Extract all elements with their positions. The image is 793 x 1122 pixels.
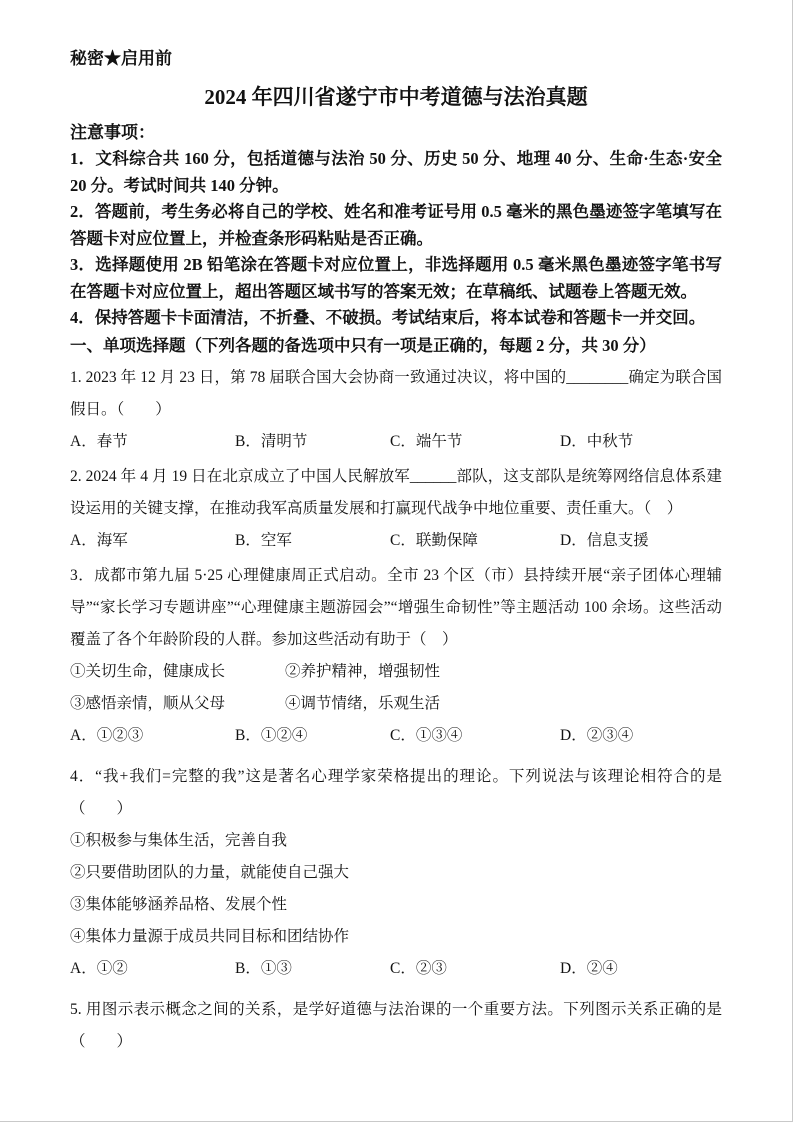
question-3-statement-3: ③感悟亲情，顺从父母: [70, 694, 226, 712]
notice-item-4: 4．保持答题卡卡面清洁，不折叠、不破损。考试结束后，将本试卷和答题卡一并交回。: [70, 308, 706, 327]
question-3-statement-2: ②养护精神，增强韧性: [285, 662, 441, 680]
question-2-option-c: C．联勤保障: [390, 531, 478, 549]
question-4-statement-4: ④集体力量源于成员共同目标和团结协作: [70, 927, 350, 945]
section-heading: 一、单项选择题（下列各题的备选项中只有一项是正确的，每题 2 分，共 30 分）: [70, 335, 656, 355]
question-4-statement-2: ②只要借助团队的力量，就能使自己强大: [70, 863, 350, 881]
notice-item-3: 3．选择题使用 2B 铅笔涂在答题卡对应位置上，非选择题用 0.5 毫米黑色墨迹签字笔书写在答题卡对应位置上，超出答题区域书写的答案无效；在草稿纸、试题卷上答题无效。: [70, 255, 722, 301]
question-4: [70, 761, 722, 985]
question-3-option-c: C．①③④: [390, 726, 463, 744]
question-1-option-c: C．端午节: [390, 432, 463, 450]
question-3: [70, 560, 722, 752]
question-4-statement-3: ③集体能够涵养品格、发展个性: [70, 895, 288, 913]
question-4-option-b: B．①③: [235, 959, 292, 977]
question-3-statements-row-1: [70, 656, 722, 688]
question-1-option-a: A．春节: [70, 432, 128, 450]
question-4-option-c: C．②③: [390, 959, 447, 977]
question-2-stem: 2. 2024 年 4 月 19 日在北京成立了中国人民解放军______部队，这支部队是统筹网络信息体系建设运用的关键支撑，在推动我军高质量发展和打赢现代战争中地位重要、责任重大。（ ）: [70, 467, 722, 517]
question-2-options: [70, 525, 722, 557]
question-1: [70, 362, 722, 458]
question-4-options: [70, 953, 722, 985]
notice-heading: 注意事项：: [70, 123, 155, 142]
question-2-option-a: A．海军: [70, 531, 128, 549]
question-2: [70, 461, 722, 557]
question-4-stem: 4．“我+我们=完整的我”这是著名心理学家荣格提出的理论。下列说法与该理论相符合的是（ ）: [70, 767, 722, 817]
question-3-stem: 3．成都市第九届 5·25 心理健康周正式启动。全市 23 个区（市）县持续开展“亲子团体心理辅导”“家长学习专题讲座”“心理健康主题游园会”“增强生命韧性”等主题活动 100 余场。这些活动覆盖了各个年龄阶段的人群。参加这些活动有助于（ ）: [70, 566, 722, 648]
question-3-statement-1: ①关切生命，健康成长: [70, 662, 226, 680]
question-4-option-a: A．①②: [70, 959, 128, 977]
page-title: 2024 年四川省遂宁市中考道德与法治真题: [204, 85, 588, 109]
question-2-option-d: D．信息支援: [560, 531, 649, 549]
question-3-option-b: B．①②④: [235, 726, 308, 744]
question-1-option-d: D．中秋节: [560, 432, 634, 450]
question-3-statements-row-2: [70, 688, 722, 720]
question-4-statements: [70, 825, 722, 953]
question-5-stem: 5. 用图示表示概念之间的关系，是学好道德与法治课的一个重要方法。下列图示关系正确的是（ ）: [70, 1000, 722, 1050]
question-2-option-b: B．空军: [235, 531, 292, 549]
question-4-statement-1: ①积极参与集体生活，完善自我: [70, 831, 288, 849]
question-4-option-d: D．②④: [560, 959, 618, 977]
question-3-options: [70, 720, 722, 752]
security-label: 秘密★启用前: [70, 49, 172, 68]
question-3-statement-4: ④调节情绪，乐观生活: [285, 694, 441, 712]
question-1-stem: 1. 2023 年 12 月 23 日，第 78 届联合国大会协商一致通过决议，将中国的________确定为联合国假日。（ ）: [70, 368, 722, 418]
question-3-option-d: D．②③④: [560, 726, 634, 744]
question-1-options: [70, 426, 722, 458]
question-5: [70, 994, 722, 1058]
notice-item-2: 2．答题前，考生务必将自己的学校、姓名和准考证号用 0.5 毫米的黑色墨迹签字笔填写在答题卡对应位置上，并检查条形码粘贴是否正确。: [70, 202, 722, 248]
notice-item-1: 1．文科综合共 160 分，包括道德与法治 50 分、历史 50 分、地理 40 分、生命·生态·安全 20 分。考试时间共 140 分钟。: [70, 149, 722, 195]
question-3-option-a: A．①②③: [70, 726, 144, 744]
question-1-option-b: B．清明节: [235, 432, 308, 450]
